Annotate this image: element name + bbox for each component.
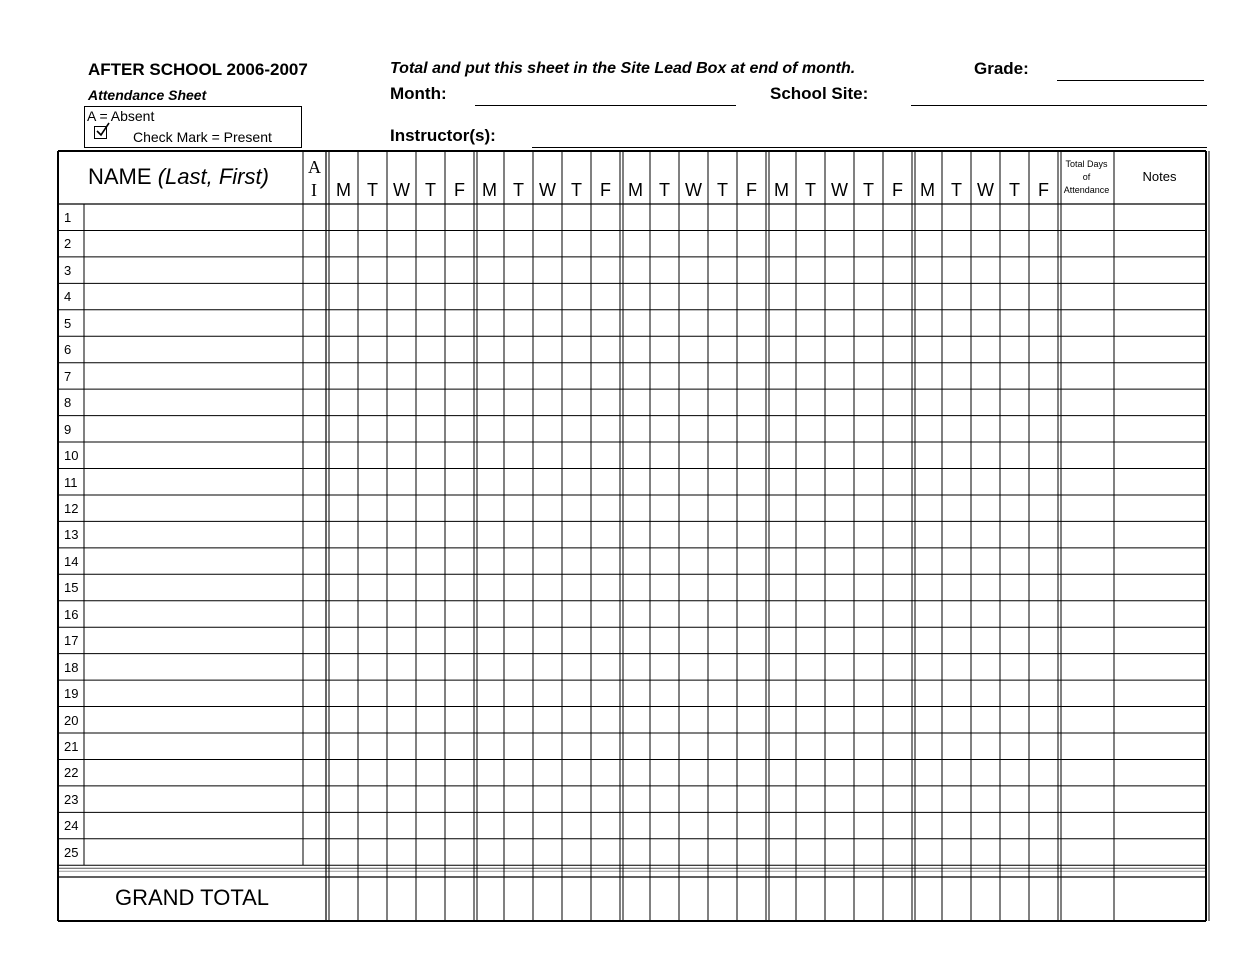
row-number: 5 xyxy=(64,315,72,331)
day-header-t: T xyxy=(659,180,670,200)
row-number: 15 xyxy=(64,580,79,596)
row-number: 13 xyxy=(64,527,79,543)
row-number: 3 xyxy=(64,262,72,278)
day-header-t: T xyxy=(951,180,962,200)
day-header-w: W xyxy=(539,180,556,200)
day-header-f: F xyxy=(454,180,465,200)
day-header-t: T xyxy=(717,180,728,200)
day-header-m: M xyxy=(920,180,935,200)
ai-header-a: A xyxy=(308,157,321,177)
row-number: 24 xyxy=(64,818,79,834)
day-header-m: M xyxy=(628,180,643,200)
day-header-t: T xyxy=(863,180,874,200)
day-header-t: T xyxy=(367,180,378,200)
day-header-m: M xyxy=(774,180,789,200)
day-header-t: T xyxy=(805,180,816,200)
day-header-w: W xyxy=(685,180,702,200)
row-number: 10 xyxy=(64,448,79,464)
day-header-w: W xyxy=(393,180,410,200)
name-header-main: NAME xyxy=(88,164,152,189)
instruction-text: Total and put this sheet in the Site Lead Box at end of month. xyxy=(390,60,856,77)
row-number: 2 xyxy=(64,236,72,252)
name-header-sub: (Last, First) xyxy=(157,164,269,189)
row-number: 8 xyxy=(64,395,72,411)
row-number: 1 xyxy=(64,210,72,225)
row-number: 16 xyxy=(64,606,79,622)
instructors-label: Instructor(s): xyxy=(390,126,496,145)
row-number: 20 xyxy=(64,712,79,728)
row-number: 4 xyxy=(64,289,72,305)
day-header-t: T xyxy=(425,180,436,200)
total-days-line-1: Total Days xyxy=(1065,159,1108,169)
grade-label: Grade: xyxy=(974,59,1029,78)
total-days-header xyxy=(1059,158,1114,197)
day-header-f: F xyxy=(746,180,757,200)
legend-absent: A = Absent xyxy=(87,108,155,124)
day-header-w: W xyxy=(977,180,994,200)
sheet-subtitle: Attendance Sheet xyxy=(88,87,207,103)
program-title: AFTER SCHOOL 2006-2007 xyxy=(88,60,308,79)
day-header-t: T xyxy=(513,180,524,200)
total-days-line-3: Attendance xyxy=(1063,185,1110,195)
day-header-f: F xyxy=(600,180,611,200)
ai-header-i: I xyxy=(311,180,317,200)
day-header-m: M xyxy=(336,180,351,200)
total-days-line-2: of xyxy=(1082,172,1091,182)
notes-header: Notes xyxy=(1142,169,1177,184)
day-header-f: F xyxy=(892,180,903,200)
row-number: 17 xyxy=(64,633,79,649)
legend-present: Check Mark = Present xyxy=(133,129,272,145)
school-site-label: School Site: xyxy=(770,84,869,103)
row-number: 19 xyxy=(64,686,79,702)
row-number: 11 xyxy=(64,474,78,490)
name-column-header xyxy=(88,164,269,190)
day-header-t: T xyxy=(571,180,582,200)
row-number: 23 xyxy=(64,791,79,807)
day-header-f: F xyxy=(1038,180,1049,200)
row-number: 12 xyxy=(64,500,79,516)
grand-total-label: GRAND TOTAL xyxy=(115,885,270,910)
month-label: Month: xyxy=(390,84,447,103)
row-number: 6 xyxy=(64,342,72,358)
day-header-m: M xyxy=(482,180,497,200)
row-number: 25 xyxy=(64,844,79,860)
row-number: 21 xyxy=(64,739,79,754)
row-number: 9 xyxy=(64,421,72,437)
row-number: 7 xyxy=(64,368,72,384)
day-header-w: W xyxy=(831,180,848,200)
row-number: 14 xyxy=(64,553,79,569)
row-number: 18 xyxy=(64,659,79,675)
day-header-t: T xyxy=(1009,180,1020,200)
row-number: 22 xyxy=(64,765,79,781)
